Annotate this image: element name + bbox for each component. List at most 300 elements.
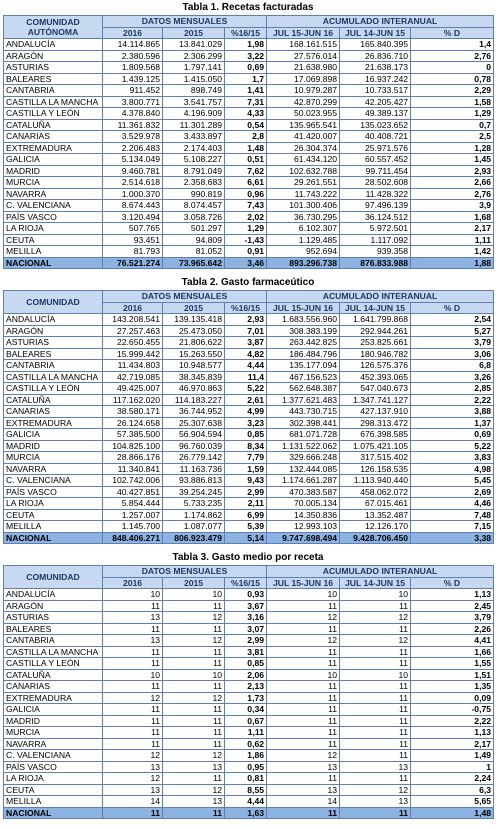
table-cell: 876.833.988 — [340, 257, 411, 269]
table-cell: 56.904.594 — [163, 429, 225, 441]
table-cell: 3.541.757 — [163, 96, 225, 108]
table-cell: 547.040.673 — [340, 383, 411, 395]
table-cell: 7,01 — [225, 325, 267, 337]
table-cell: 1,51 — [411, 669, 494, 681]
header-col: JUL 15-JUN 16 — [267, 302, 340, 314]
table-cell: 7,48 — [411, 509, 494, 521]
table-cell: 1.415.050 — [163, 73, 225, 85]
table-cell: 0,96 — [225, 188, 267, 200]
table-row — [4, 73, 494, 85]
table-cell: 4,33 — [225, 108, 267, 120]
table-cell: 15.263.550 — [163, 348, 225, 360]
table-cell: 1,11 — [225, 727, 267, 739]
table-cell: 452.393.065 — [340, 371, 411, 383]
table-cell: 11 — [103, 727, 163, 739]
row-label: NAVARRA — [4, 738, 103, 750]
table-cell: 1,41 — [225, 85, 267, 97]
table-cell: 11 — [340, 600, 411, 612]
table-cell: 11.743.222 — [267, 188, 340, 200]
header-acumulado-interanual: ACUMULADO INTERANUAL — [267, 566, 494, 578]
row-label: BALEARES — [4, 73, 103, 85]
table-cell: 28.866.176 — [103, 452, 163, 464]
table-row — [4, 589, 494, 601]
table-row — [4, 188, 494, 200]
table-cell: 12 — [163, 750, 225, 762]
table-cell: 5.733.235 — [163, 498, 225, 510]
table-cell: 10 — [340, 669, 411, 681]
row-label: NACIONAL — [4, 532, 103, 544]
table-cell: 806.923.479 — [163, 532, 225, 544]
table-cell: 1.145.700 — [103, 521, 163, 533]
table-cell: 14.114.865 — [103, 39, 163, 51]
table-row — [4, 486, 494, 498]
table-cell: 939.358 — [340, 246, 411, 258]
table-cell: 12 — [340, 784, 411, 796]
table-cell: 11 — [340, 658, 411, 670]
table-cell: 27.257.463 — [103, 325, 163, 337]
table-cell: 5,65 — [411, 796, 494, 808]
table-cell: 3,16 — [225, 612, 267, 624]
table-row — [4, 761, 494, 773]
table-cell: 46.970.863 — [163, 383, 225, 395]
table-cell: 2,93 — [225, 314, 267, 326]
table-cell: 42.205.427 — [340, 96, 411, 108]
table-row — [4, 314, 494, 326]
table-row — [4, 246, 494, 258]
table-cell: 1.174.862 — [163, 509, 225, 521]
table-cell: 114.183.227 — [163, 394, 225, 406]
table-row — [4, 85, 494, 97]
table-cell: 12 — [103, 692, 163, 704]
table-cell: 2,06 — [225, 669, 267, 681]
table-row — [4, 223, 494, 235]
header-col: JUL 14-JUN 15 — [340, 577, 411, 589]
table-1 — [3, 15, 494, 269]
table-cell: 2.206.483 — [103, 142, 163, 154]
header-col: JUL 14-JUN 15 — [340, 27, 411, 39]
table-cell: 49.425.007 — [103, 383, 163, 395]
table-cell: 50.023.955 — [267, 108, 340, 120]
table-row — [4, 509, 494, 521]
table-cell: 26.779.142 — [163, 452, 225, 464]
table-cell: 4,44 — [225, 796, 267, 808]
table-cell: 3.120.494 — [103, 211, 163, 223]
table-row — [4, 521, 494, 533]
header-col: 2016 — [103, 302, 163, 314]
table-cell: 11 — [163, 727, 225, 739]
table-cell: 60.557.452 — [340, 154, 411, 166]
table-cell: 1.075.421.105 — [340, 440, 411, 452]
table-cell: 101.300.406 — [267, 200, 340, 212]
row-label: MELILLA — [4, 521, 103, 533]
table-cell: 21.638.173 — [340, 62, 411, 74]
table-row — [4, 475, 494, 487]
table-cell: 11 — [267, 738, 340, 750]
table-cell: 93.451 — [103, 234, 163, 246]
row-label: GALICIA — [4, 154, 103, 166]
table-cell: 11 — [163, 773, 225, 785]
header-datos-mensuales: DATOS MENSUALES — [103, 16, 267, 28]
table-cell: 1.129.485 — [267, 234, 340, 246]
table-cell: 11 — [267, 727, 340, 739]
table-cell: 11.434.803 — [103, 360, 163, 372]
table-cell: 12 — [340, 635, 411, 647]
table-cell: 0,93 — [225, 589, 267, 601]
row-label: MURCIA — [4, 727, 103, 739]
table-cell: 3,23 — [225, 417, 267, 429]
row-label: ANDALUCÍA — [4, 39, 103, 51]
table-cell: 13.352.487 — [340, 509, 411, 521]
table-cell: 6,3 — [411, 784, 494, 796]
table-cell: 12.126.170 — [340, 521, 411, 533]
table-cell: 2.306.299 — [163, 50, 225, 62]
table-cell: 14 — [267, 796, 340, 808]
table-cell: 135.177.094 — [267, 360, 340, 372]
table-cell: 4,41 — [411, 635, 494, 647]
table-row — [4, 348, 494, 360]
table-cell: 36.744.952 — [163, 406, 225, 418]
table-cell: 11 — [267, 807, 340, 819]
table-cell: 11 — [340, 623, 411, 635]
table-cell: 5.108.227 — [163, 154, 225, 166]
table-cell: 1.347.741.127 — [340, 394, 411, 406]
table-cell: 329.666.248 — [267, 452, 340, 464]
table-cell: 180.946.782 — [340, 348, 411, 360]
row-label: ASTURIAS — [4, 337, 103, 349]
table-cell: 911.452 — [103, 85, 163, 97]
table-row — [4, 623, 494, 635]
table-row — [4, 463, 494, 475]
table-cell: 9.428.706.450 — [340, 532, 411, 544]
table-cell: 3,79 — [411, 612, 494, 624]
row-label: CASTILLA Y LEÓN — [4, 658, 103, 670]
table-cell: 1,13 — [411, 589, 494, 601]
table-1-section — [0, 0, 496, 269]
table-cell: 1,35 — [411, 681, 494, 693]
table-cell: 11 — [163, 807, 225, 819]
table-2-body — [4, 314, 494, 544]
header-col: JUL 15-JUN 16 — [267, 577, 340, 589]
table-cell: 1.439.125 — [103, 73, 163, 85]
row-label: CANARIAS — [4, 406, 103, 418]
table-cell: 11 — [267, 715, 340, 727]
table-cell: 1,11 — [411, 234, 494, 246]
table-cell: 28.502.608 — [340, 177, 411, 189]
table-cell: 1.641.799.868 — [340, 314, 411, 326]
row-label: ASTURIAS — [4, 62, 103, 74]
table-cell: 1,45 — [411, 154, 494, 166]
table-cell: 4,99 — [225, 406, 267, 418]
row-label: CATALUÑA — [4, 119, 103, 131]
table-cell: 11 — [340, 646, 411, 658]
header-comunidad: COMUNIDAD — [4, 291, 103, 314]
table-row — [4, 784, 494, 796]
table-cell: 1.797.141 — [163, 62, 225, 74]
table-cell: 0,69 — [411, 429, 494, 441]
table-cell: 263.442.825 — [267, 337, 340, 349]
table-cell: 11 — [340, 704, 411, 716]
row-label: LA RIOJA — [4, 498, 103, 510]
row-label: CANARIAS — [4, 681, 103, 693]
table-row — [4, 715, 494, 727]
table-cell: 11.428.322 — [340, 188, 411, 200]
row-label: C. VALENCIANA — [4, 475, 103, 487]
table-cell: 11 — [340, 807, 411, 819]
table-row — [4, 371, 494, 383]
table-cell: 102.632.788 — [267, 165, 340, 177]
table-cell: 8.674.443 — [103, 200, 163, 212]
table-cell: 11 — [267, 600, 340, 612]
table-cell: 41.420.007 — [267, 131, 340, 143]
header-col: %16/15 — [225, 577, 267, 589]
row-label: CEUTA — [4, 234, 103, 246]
table-cell: 11 — [163, 623, 225, 635]
table-cell: 11 — [267, 681, 340, 693]
table-cell: 2,22 — [411, 394, 494, 406]
table-cell: 11 — [163, 658, 225, 670]
table-row — [4, 142, 494, 154]
table-cell: 507.765 — [103, 223, 163, 235]
table-cell: 12 — [103, 750, 163, 762]
table-cell: 11 — [163, 681, 225, 693]
table-cell: 5,39 — [225, 521, 267, 533]
table-row — [4, 39, 494, 51]
table-cell: 1,86 — [225, 750, 267, 762]
table-cell: 253.825.661 — [340, 337, 411, 349]
table-cell: 0,85 — [225, 658, 267, 670]
row-label: PAÍS VASCO — [4, 761, 103, 773]
table-cell: 16.937.242 — [340, 73, 411, 85]
table-cell: 13 — [267, 761, 340, 773]
table-cell: 117.162.020 — [103, 394, 163, 406]
table-cell: 443.730.715 — [267, 406, 340, 418]
row-label: EXTREMADURA — [4, 417, 103, 429]
table-cell: 5,45 — [411, 475, 494, 487]
table-cell: 3,38 — [411, 532, 494, 544]
table-cell: 21.806.622 — [163, 337, 225, 349]
table-cell: 7,31 — [225, 96, 267, 108]
table-cell: 13 — [103, 635, 163, 647]
table-cell: 11 — [163, 715, 225, 727]
table-cell: 0,09 — [411, 692, 494, 704]
table-row — [4, 692, 494, 704]
table-cell: 11 — [267, 646, 340, 658]
table-cell: 10 — [103, 589, 163, 601]
table-3-title: Tabla 3. Gasto medio por receta — [172, 552, 324, 563]
table-cell: 13 — [267, 784, 340, 796]
table-cell: 67.015.461 — [340, 498, 411, 510]
table-cell: 5.854.444 — [103, 498, 163, 510]
table-cell: 76.521.274 — [103, 257, 163, 269]
table-row — [4, 646, 494, 658]
table-cell: 5,22 — [411, 440, 494, 452]
table-cell: 7,43 — [225, 200, 267, 212]
table-cell: 17.069.898 — [267, 73, 340, 85]
table-cell: 9.460.781 — [103, 165, 163, 177]
table-total-row — [4, 257, 494, 269]
table-cell: 70.005.134 — [267, 498, 340, 510]
table-cell: 27.576.014 — [267, 50, 340, 62]
row-label: ARAGÓN — [4, 600, 103, 612]
table-cell: 14.350.836 — [267, 509, 340, 521]
table-cell: 10 — [267, 669, 340, 681]
table-cell: 12 — [267, 612, 340, 624]
header-col: JUL 14-JUN 15 — [340, 302, 411, 314]
header-comunidad: COMUNIDAD AUTÓNOMA — [4, 16, 103, 39]
table-row — [4, 658, 494, 670]
table-cell: 38.580.171 — [103, 406, 163, 418]
table-cell: 11 — [163, 704, 225, 716]
row-label: CANTABRIA — [4, 85, 103, 97]
table-cell: 11,4 — [225, 371, 267, 383]
table-cell: 5,22 — [225, 383, 267, 395]
table-cell: 25.473.050 — [163, 325, 225, 337]
header-acumulado-interanual: ACUMULADO INTERANUAL — [267, 291, 494, 303]
table-cell: 1.087.077 — [163, 521, 225, 533]
table-cell: 0,51 — [225, 154, 267, 166]
table-cell: 0,95 — [225, 761, 267, 773]
table-cell: 470.383.587 — [267, 486, 340, 498]
table-cell: 3.058.726 — [163, 211, 225, 223]
table-cell: 165.840.395 — [340, 39, 411, 51]
table-cell: 12 — [163, 692, 225, 704]
table-cell: 676.398.585 — [340, 429, 411, 441]
table-cell: 13 — [103, 784, 163, 796]
table-cell: 2.174.403 — [163, 142, 225, 154]
table-cell: 1,68 — [411, 211, 494, 223]
row-label: EXTREMADURA — [4, 142, 103, 154]
table-total-row — [4, 532, 494, 544]
table-cell: 5,27 — [411, 325, 494, 337]
table-cell: 4,46 — [411, 498, 494, 510]
table-cell: 2,17 — [411, 223, 494, 235]
table-cell: 6,61 — [225, 177, 267, 189]
table-cell: 1,73 — [225, 692, 267, 704]
header-col: % D — [411, 302, 494, 314]
table-cell: 11 — [103, 715, 163, 727]
table-cell: 1.377.621.483 — [267, 394, 340, 406]
row-label: CANTABRIA — [4, 360, 103, 372]
table-cell: 1,29 — [225, 223, 267, 235]
table-cell: 2,17 — [411, 738, 494, 750]
table-cell: 10.948.577 — [163, 360, 225, 372]
table-cell: 40.427.851 — [103, 486, 163, 498]
table-cell: 0,7 — [411, 119, 494, 131]
table-cell: 7,62 — [225, 165, 267, 177]
table-cell: 10 — [340, 589, 411, 601]
table-cell: 8.791.049 — [163, 165, 225, 177]
table-cell: 99.711.454 — [340, 165, 411, 177]
table-cell: 73.965.642 — [163, 257, 225, 269]
row-label: ARAGÓN — [4, 325, 103, 337]
row-label: CASTILLA Y LEÓN — [4, 108, 103, 120]
table-row — [4, 635, 494, 647]
row-label: MADRID — [4, 440, 103, 452]
table-cell: 11 — [103, 658, 163, 670]
table-3-body — [4, 589, 494, 819]
row-label: MADRID — [4, 165, 103, 177]
table-cell: 0,85 — [225, 429, 267, 441]
table-cell: 168.161.515 — [267, 39, 340, 51]
table-cell: 952.694 — [267, 246, 340, 258]
table-row — [4, 406, 494, 418]
table-cell: 6,8 — [411, 360, 494, 372]
table-cell: 0,78 — [411, 73, 494, 85]
table-cell: 458.062.072 — [340, 486, 411, 498]
table-cell: 93.886.813 — [163, 475, 225, 487]
table-row — [4, 498, 494, 510]
table-row — [4, 429, 494, 441]
header-datos-mensuales: DATOS MENSUALES — [103, 291, 267, 303]
header-col: %16/15 — [225, 302, 267, 314]
table-cell: 2,24 — [411, 773, 494, 785]
table-cell: 7,79 — [225, 452, 267, 464]
row-label: CASTILLA LA MANCHA — [4, 96, 103, 108]
table-row — [4, 360, 494, 372]
table-cell: 1,88 — [411, 257, 494, 269]
row-label: PAÍS VASCO — [4, 486, 103, 498]
row-label: GALICIA — [4, 704, 103, 716]
table-cell: 11 — [103, 623, 163, 635]
table-2-section — [0, 275, 496, 544]
table-cell: 1,63 — [225, 807, 267, 819]
table-cell: 2,99 — [225, 635, 267, 647]
table-cell: 38.345.839 — [163, 371, 225, 383]
table-cell: 1.809.568 — [103, 62, 163, 74]
table-cell: 10 — [163, 669, 225, 681]
table-cell: 467.156.523 — [267, 371, 340, 383]
table-cell: 5.134.049 — [103, 154, 163, 166]
table-cell: 2,02 — [225, 211, 267, 223]
table-cell: 3,06 — [411, 348, 494, 360]
table-cell: 2,45 — [411, 600, 494, 612]
table-cell: 3,88 — [411, 406, 494, 418]
header-comunidad: COMUNIDAD — [4, 566, 103, 589]
table-cell: 4,82 — [225, 348, 267, 360]
table-cell: 0,91 — [225, 246, 267, 258]
table-cell: 13 — [103, 612, 163, 624]
table-cell: 2,22 — [411, 715, 494, 727]
table-cell: 0,62 — [225, 738, 267, 750]
table-cell: 11 — [163, 646, 225, 658]
table-cell: 22.650.455 — [103, 337, 163, 349]
table-cell: 13 — [340, 796, 411, 808]
table-cell: 2,5 — [411, 131, 494, 143]
table-cell: 1,48 — [411, 807, 494, 819]
table-cell: 1.131.522.062 — [267, 440, 340, 452]
table-row — [4, 669, 494, 681]
table-cell: 1,13 — [411, 727, 494, 739]
table-cell: 5.972.501 — [340, 223, 411, 235]
table-cell: -0,75 — [411, 704, 494, 716]
table-cell: 1.683.556.960 — [267, 314, 340, 326]
row-label: CEUTA — [4, 784, 103, 796]
row-label: C. VALENCIANA — [4, 200, 103, 212]
row-label: ANDALUCÍA — [4, 314, 103, 326]
table-row — [4, 383, 494, 395]
table-cell: 2,85 — [411, 383, 494, 395]
table-cell: 132.444.085 — [267, 463, 340, 475]
table-cell: 1,37 — [411, 417, 494, 429]
table-cell: 10 — [267, 589, 340, 601]
table-cell: 49.389.137 — [340, 108, 411, 120]
table-cell: 12.993.103 — [267, 521, 340, 533]
header-col: % D — [411, 577, 494, 589]
table-row — [4, 796, 494, 808]
table-cell: 135.965.541 — [267, 119, 340, 131]
table-cell: 11.340.841 — [103, 463, 163, 475]
table-cell: 14 — [103, 796, 163, 808]
